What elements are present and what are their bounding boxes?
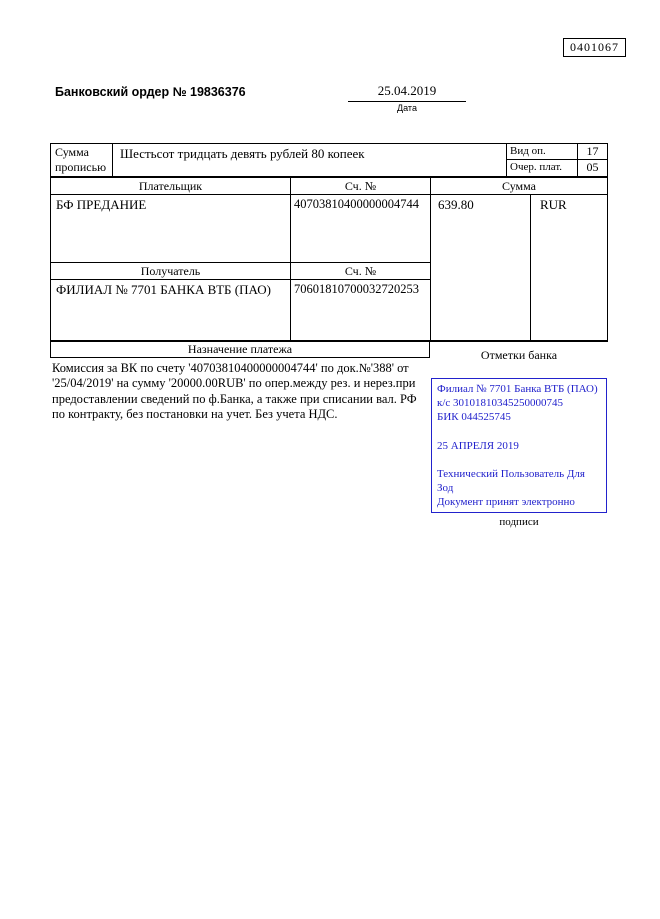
date-label: Дата [397,103,417,113]
payer-header-row [50,178,608,195]
recipient-name: ФИЛИАЛ № 7701 БАНКА ВТБ (ПАО) [51,280,291,340]
amount-in-words-label: Сумма прописью [51,144,113,176]
recipient-account: 70601810700032720253 [291,280,431,340]
stamp-line: БИК 044525745 [437,411,511,424]
operation-block [507,144,607,176]
stamp-line: 25 АПРЕЛЯ 2019 [437,439,519,452]
amount-value: 639.80 [431,195,531,340]
parties-block [50,195,608,342]
payer-row [51,195,431,263]
bank-marks-header: Отметки банка [480,348,558,362]
recipient-row [51,280,431,340]
stamp-line: Филиал № 7701 Банка ВТБ (ПАО) [437,383,598,395]
stamp-line: Технический Пользователь Для [437,467,585,480]
purpose-left-block [50,342,430,528]
purpose-block [50,342,608,528]
stamp-line: Документ принят электронно [437,496,575,509]
operation-type-label: Вид оп. [510,145,546,157]
amount-in-words-value: Шестьсот тридцать девять рублей 80 копеек [113,144,507,176]
form-code-box: 0401067 [563,38,626,57]
amount-header: Сумма [502,179,536,193]
stamp-line: к/с 30101810345250000745 [437,397,564,410]
payment-priority-label: Очер. плат. [510,161,563,173]
amount-block [431,195,607,340]
payment-priority-value: 05 [577,160,607,176]
bank-marks-block [430,342,608,528]
recipient-header-row [51,263,431,280]
order-table [50,143,608,528]
document-title: Банковский ордер № 19836376 [55,85,246,99]
purpose-header: Назначение платежа [50,342,430,358]
stamp-line: Зод [437,481,454,494]
date-value: 25.04.2019 [348,83,466,102]
date-block [348,83,466,113]
recipient-account-header: Сч. № [291,263,431,279]
payment-priority-row [507,160,607,176]
amount-in-words-row [50,143,608,178]
operation-type-row [507,144,607,160]
payer-account-header: Сч. № [291,178,431,194]
parties-left-block [51,195,431,340]
recipient-section-header: Получатель [51,263,291,279]
purpose-text: Комиссия за ВК по счету '40703810400000004744' по док.№'388' от '25/04/2019' на сумму '20000.00RUB' по опер.между рез. и нерез.при предоставлении сведений по ф.Банка, а также при списании вал. РФ по контракту, без постановки на учет. Без учета НДС. [52,361,417,422]
payer-name: БФ ПРЕДАНИЕ [51,195,291,262]
amount-currency: RUR [540,197,567,212]
payer-account: 40703810400000004744 [291,195,431,262]
stamp-line [437,425,601,439]
bank-stamp [431,378,607,513]
operation-type-value: 17 [577,144,607,159]
payer-section-header: Плательщик [51,178,291,194]
signatures-label: подписи [499,516,539,529]
stamp-line [437,453,601,467]
